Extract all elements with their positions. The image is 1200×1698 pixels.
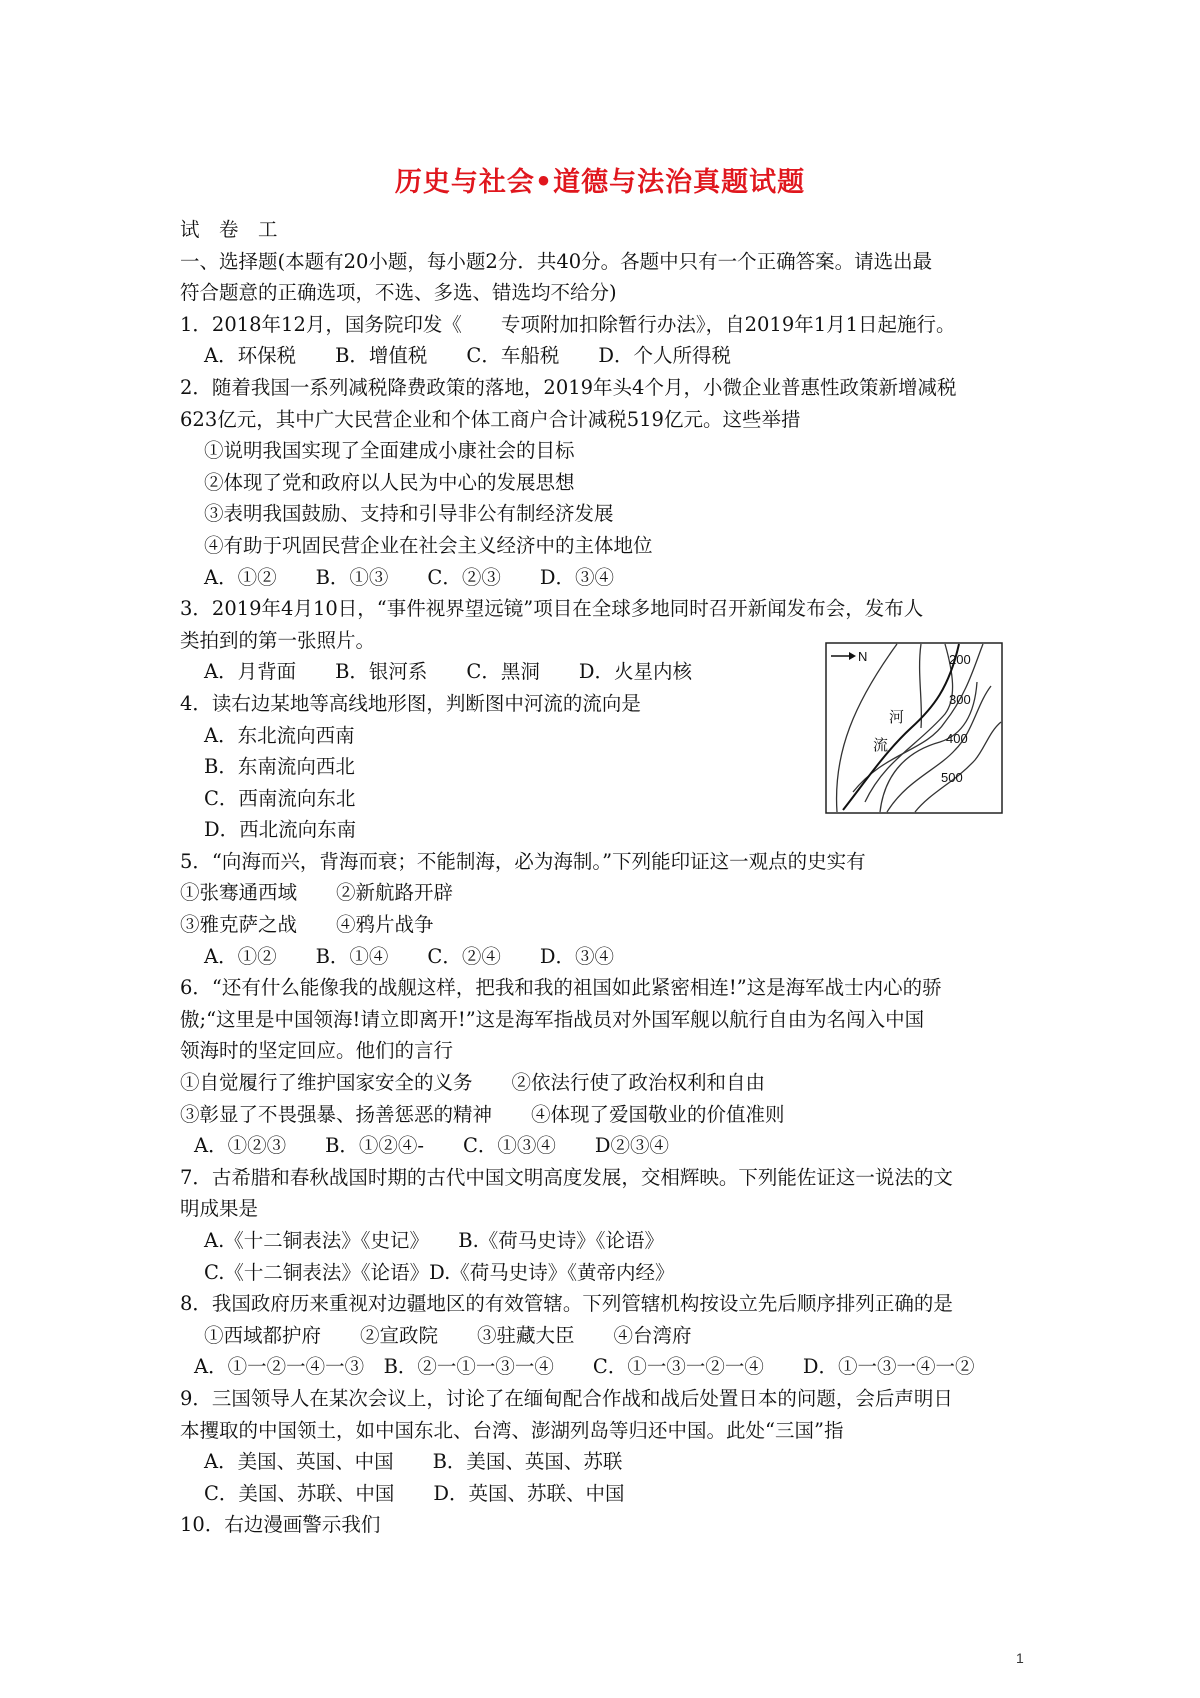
river-label-liu: 流 xyxy=(873,736,889,754)
text-line: A．东北流向西南 xyxy=(204,723,355,747)
text-line: 623亿元，其中广大民营企业和个体工商户合计减税519亿元。这些举措 xyxy=(180,407,801,431)
text-line: ④有助于巩固民营企业在社会主义经济中的主体地位 xyxy=(204,533,653,557)
page-number: 1 xyxy=(1016,1650,1024,1666)
text-line: 领海时的坚定回应。他们的言行 xyxy=(180,1039,454,1063)
north-label: N xyxy=(858,649,868,664)
text-line: ③表明我国鼓励、支持和引导非公有制经济发展 xyxy=(204,502,614,526)
text-line: 傲;“这里是中国领海!请立即离开!”这是海军指战员对外国军舰以航行自由为名闯入中国 xyxy=(180,1007,925,1031)
text-line: 类拍到的第一张照片。 xyxy=(180,628,376,652)
text-line: A．①② B．①③ C．②③ D．③④ xyxy=(204,565,614,589)
text-line: ①张骞通西域 ②新航路开辟 xyxy=(180,881,454,905)
contour-label-200: 200 xyxy=(949,652,971,667)
text-line: 7．古希腊和春秋战国时期的古代中国文明高度发展，交相辉映。下列能佐证这一说法的文 xyxy=(180,1165,953,1189)
text-line: A．①一②一④一③ B．②一①一③一④ C．①一③一②一④ D．①一③一④一② xyxy=(194,1355,975,1379)
contour-label-500: 500 xyxy=(941,770,963,785)
contour-label-300: 300 xyxy=(949,692,971,707)
contour-label-400: 400 xyxy=(946,731,968,746)
text-line: ②体现了党和政府以人民为中心的发展思想 xyxy=(204,470,575,494)
text-line: 1．2018年12月，国务院印发《 专项附加扣除暂行办法》，自2019年1月1日起施行。 xyxy=(180,312,956,336)
text-line: 3．2019年4月10日，“事件视界望远镜”项目在全球多地同时召开新闻发布会，发布人 xyxy=(180,597,924,621)
page-title: 历史与社会•道德与法治真题试题 xyxy=(394,167,806,198)
text-line: 6．“还有什么能像我的战舰这样，把我和我的祖国如此紧密相连!”这是海军战士内心的骄 xyxy=(180,976,942,1000)
text-line: A．①②③ B．①②④- C．①③④ D②③④ xyxy=(194,1134,670,1158)
text-line: 本攫取的中国领土，如中国东北、台湾、澎湖列岛等归还中国。此处“三国”指 xyxy=(180,1418,844,1442)
text-line: A．月背面 B．银河系 C．黑洞 D．火星内核 xyxy=(204,660,692,684)
map-frame xyxy=(826,643,1002,813)
text-line: 明成果是 xyxy=(180,1197,259,1221)
text-line: A．美国、英国、中国 B．美国、英国、苏联 xyxy=(204,1450,623,1474)
text-line: C.《十二铜表法》《论语》D.《荷马史诗》《黄帝内经》 xyxy=(204,1260,675,1284)
text-line: 8．我国政府历来重视对边疆地区的有效管辖。下列管辖机构按设立先后顺序排列正确的是 xyxy=(180,1292,953,1316)
text-line: 5．“向海而兴，背海而衰；不能制海，必为海制。”下列能印证这一观点的史实有 xyxy=(180,849,866,873)
text-line: C．美国、苏联、中国 D．英国、苏联、中国 xyxy=(204,1481,625,1505)
text-line: 9．三国领导人在某次会议上，讨论了在缅甸配合作战和战后处置日本的问题，会后声明日 xyxy=(180,1386,953,1410)
river-label-he: 河 xyxy=(889,708,905,726)
text-line: ①自觉履行了维护国家安全的义务 ②依法行使了政治权利和自由 xyxy=(180,1071,766,1095)
text-line: 4．读右边某地等高线地形图，判断图中河流的流向是 xyxy=(180,691,641,715)
text-line: ③彰显了不畏强暴、扬善惩恶的精神 ④体现了爱国敬业的价值准则 xyxy=(180,1102,785,1126)
question-body xyxy=(180,214,1030,1541)
text-line: 符合题意的正确选项，不选、多选、错选均不给分) xyxy=(180,281,617,305)
text-line: 10．右边漫画警示我们 xyxy=(180,1513,381,1537)
text-line: D．西北流向东南 xyxy=(204,818,357,842)
text-line: ③雅克萨之战 ④鸦片战争 xyxy=(180,913,434,937)
text-line: A．环保税 B．增值税 C．车船税 D．个人所得税 xyxy=(204,344,731,368)
text-line: ①西域都护府 ②宣政院 ③驻藏大臣 ④台湾府 xyxy=(204,1323,692,1347)
text-line: 一、选择题(本题有20小题，每小题2分．共40分。各题中只有一个正确答案。请选出最 xyxy=(180,249,933,273)
text-line: A．①② B．①④ C．②④ D．③④ xyxy=(204,944,614,968)
text-line: A.《十二铜表法》《史记》 B.《荷马史诗》《论语》 xyxy=(204,1229,665,1252)
text-line: C．西南流向东北 xyxy=(204,786,356,810)
text-line: 2．随着我国一系列减税降费政策的落地，2019年头4个月，小微企业普惠性政策新增减税 xyxy=(180,375,957,399)
text-line: B．东南流向西北 xyxy=(204,755,355,779)
contour-map xyxy=(825,642,1003,814)
text-line: ①说明我国实现了全面建成小康社会的目标 xyxy=(204,439,575,463)
text-line: 试 卷 工 xyxy=(180,218,278,241)
